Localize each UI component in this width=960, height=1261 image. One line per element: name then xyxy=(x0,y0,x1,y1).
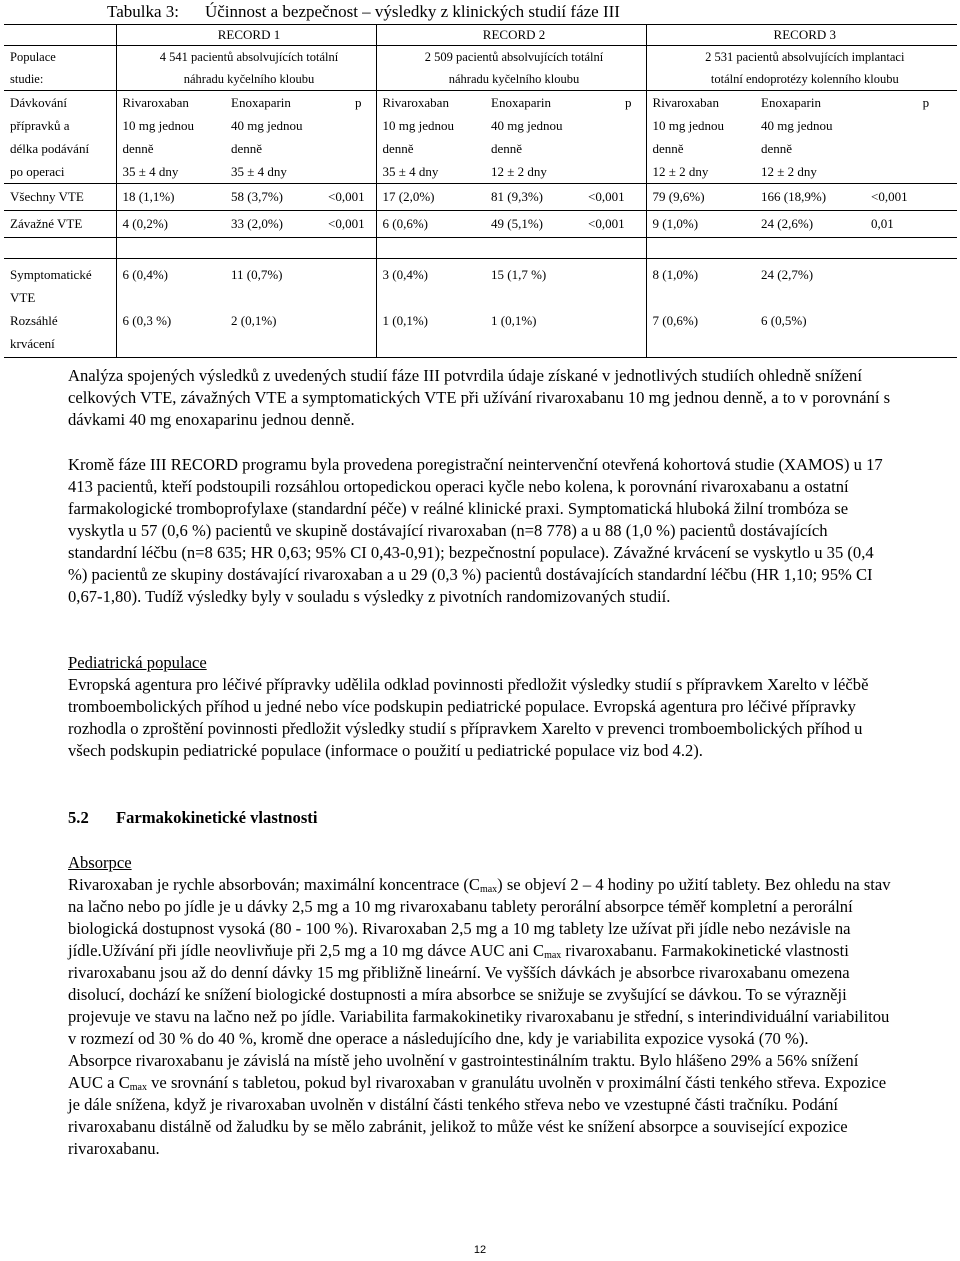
row-label: Rozsáhlé krvácení xyxy=(4,309,116,358)
absorption-paragraph-1: Rivaroxaban je rychle absorbován; maximální koncentrace $(C_{max})$ se objeví 2 – 4 hodiny po užití tablety. Bez ohledu na stav na lačno nebo po jídle je u dávky 2,5 mg a 10 mg rivaroxabanu tablety perorální absorpce téměř kompletní a perorální biologická dostupnost vysoká (80 - 100 %). Rivaroxaban 2,5 mg a 10 mg tablety lze užívat při jídle nebo nezávisle na jídle.Užívání při jídle neovlivňuje při 2,5 mg a 10 mg dávce AUC ani $C_{max}$ rivaroxabanu. Farmakokinetické vlastnosti rivaroxabanu jsou až do denní dávky 15 mg přibližně lineární. Ve vyšších dávkách je absorbce rivaroxabanu omezena disolucí, dochází ke snížení biologické dostupnosti a míra absorbce se snižuje se zvyšující se dávkou. To se výrazněji projevuje ve stavu na lačno než po jídle. Variabilita farmakokinetiky rivaroxabanu je střední, s interindividuální variabilitou v rozmezí od 30 % do 40 %, kromě dne operace a následujícího dne, kdy je variabilita expozice vysoká (70 %). xyxy=(68,875,891,1048)
dosing-row: přípravků a 10 mg jednou 40 mg jednou 10 mg jednou 40 mg jednou 10 mg jednou 40 mg jednou xyxy=(4,114,957,137)
study-header: RECORD 1 xyxy=(116,25,376,46)
section-number: 5.2 xyxy=(68,808,89,827)
dosing-row: po operaci 35 ± 4 dny 35 ± 4 dny 35 ± 4 dny 12 ± 2 dny 12 ± 2 dny 12 ± 2 dny xyxy=(4,160,957,184)
section-heading xyxy=(68,808,317,828)
xamos-paragraph: Kromě fáze III RECORD programu byla provedena poregistrační neintervenční otevřená kohortová studie (XAMOS) u 17 413 pacientů, kteří podstoupili rozsáhlou ortopedickou operaci kyčle nebo kolena, k porovnání rivaroxabanu a ostatní farmakologické tromboprofylaxe (standardní péče) v reálné klinické praxi. Symptomatická hluboká žilní trombóza se vyskytla u 57 (0,6 %) pacientů ve skupině dostávající rivaroxaban (n=8 778) a u 88 (1,0 %) pacientů dostávajících standardní léčbu (n=8 635; HR 0,63; 95% CI 0,43-0,91); bezpečnostní populace). Závažné krvácení se vyskytlo u 35 (0,4 %) pacientů ze skupiny dostávající rivaroxaban a u 29 (0,3 %) pacientů dostávajících standardní léčbu (HR 1,10; 95% CI 0,67-1,80). Tudíž výsledky byly v souladu s výsledky z pivotních randomizovaných studií. xyxy=(68,455,883,606)
dosing-row: délka podávání denně denně denně denně denně denně xyxy=(4,137,957,160)
population-cell: 2 531 pacientů absolvujících implantaci totální endoprotézy kolenního kloubu xyxy=(646,46,957,91)
section-title: Farmakokinetické vlastnosti xyxy=(116,808,318,827)
table-caption xyxy=(107,2,620,22)
page-number: 12 xyxy=(473,1244,487,1256)
study-header: RECORD 2 xyxy=(376,25,646,46)
absorption-section xyxy=(68,852,896,1160)
population-label: Populace studie: xyxy=(4,46,116,91)
table-row: Symptomatické VTE 6 (0,4%) 11 (0,7%) 3 (0,4%) 15 (1,7 %) 8 (1,0%) 24 (2,7%) xyxy=(4,259,957,310)
table-row: Závažné VTE 4 (0,2%) 33 (2,0%) <0,001 6 (0,6%) 49 (5,1%) <0,001 9 (1,0%) 24 (2,6%) 0,01 xyxy=(4,211,957,238)
pediatric-section xyxy=(68,652,896,762)
pediatric-title: Pediatrická populace xyxy=(68,653,207,672)
population-cell: 4 541 pacientů absolvujících totální náhradu kyčelního kloubu xyxy=(116,46,376,91)
row-label: Symptomatické VTE xyxy=(10,267,92,305)
table-row: Rozsáhlé krvácení 6 (0,3 %) 2 (0,1%) 1 (0,1%) 1 (0,1%) 7 (0,6%) 6 (0,5%) xyxy=(4,309,957,358)
absorption-paragraph-2: Absorpce rivaroxabanu je závislá na místě jeho uvolnění v gastrointestinálním traktu. Bylo hlášeno 29% a 56% snížení AUC a $C_{max}$ ve srovnání s tabletou, pokud byl rivaroxaban v granulátu uvolněn v proximální části tenkého střeva. Expozice je dále snížena, když je rivaroxaban uvolněn v distální části tenkého střeva nebo ve vzestupné části tračníku. Podání rivaroxabanu distálně od žaludku by se mělo zabránit, jelikož to může vést ke snížení absorpce a související expozice rivaroxabanu. xyxy=(68,1051,887,1158)
study-header: RECORD 3 xyxy=(646,25,957,46)
analysis-paragraph: Analýza spojených výsledků z uvedených studií fáze III potvrdila údaje získané v jednotlivých studiích ohledně snížení celkových VTE, závažných VTE a symptomatických VTE při užívání rivaroxabanu 10 mg jednou denně, a to v porovnání s dávkami 40 mg enoxaparinu jednou denně. xyxy=(68,366,891,429)
absorption-title: Absorpce xyxy=(68,853,132,872)
pediatric-paragraph: Evropská agentura pro léčivé přípravky udělila odklad povinnosti předložit výsledky studií s přípravkem Xarelto v léčbě tromboembolických příhod u jedné nebo více podskupin pediatrické populace. Evropská agentura pro léčivé přípravky rozhodla o zproštění povinnosti předložit výsledky studií s přípravkem Xarelto v prevenci tromboembolických příhod u všech podskupin pediatrické populace (informace o použití u pediatrické populace viz bod 4.2). xyxy=(68,675,869,760)
table-row: Všechny VTE 18 (1,1%) 58 (3,7%) <0,001 17 (2,0%) 81 (9,3%) <0,001 79 (9,6%) 166 (18,9%) <0,001 xyxy=(4,184,957,211)
dosing-row: Dávkování Rivaroxaban Enoxaparin p Rivaroxaban Enoxaparin p Rivaroxaban Enoxaparin p xyxy=(4,91,957,115)
results-table xyxy=(4,24,957,358)
table-title: Účinnost a bezpečnost – výsledky z klinických studií fáze III xyxy=(204,2,620,21)
population-cell: 2 509 pacientů absolvujících totální náhradu kyčelního kloubu xyxy=(376,46,646,91)
table-label: Tabulka 3: xyxy=(107,2,179,21)
